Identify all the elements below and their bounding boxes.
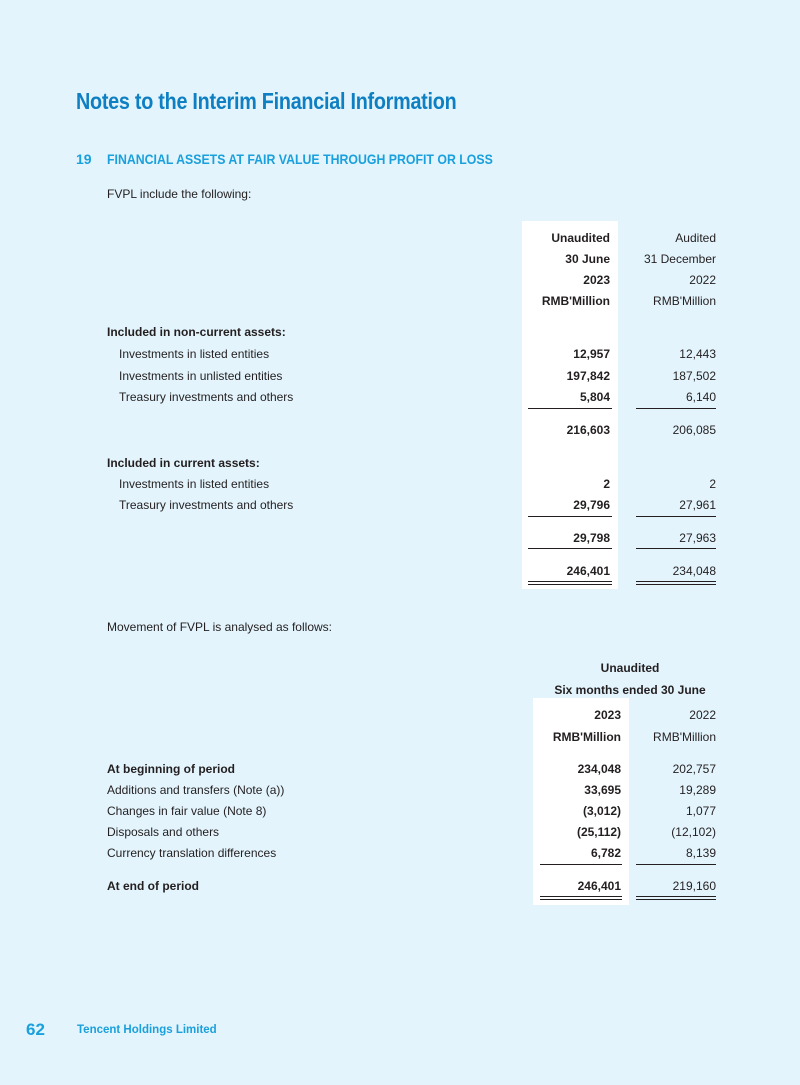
double-rule (636, 584, 716, 585)
subtotal-rule (528, 408, 612, 409)
double-rule (636, 899, 716, 900)
subtotal-rule (636, 516, 716, 517)
table-row-value-2022: 19,289 (679, 783, 716, 797)
table-row-value-2023: 5,804 (579, 390, 610, 404)
table-row-label: Investments in listed entities (119, 347, 270, 361)
subtotal-rule (528, 516, 612, 517)
table-row-value-2022: 12,443 (679, 347, 716, 361)
table-row-label: Investments in listed entities (119, 477, 270, 491)
table-row-value-2023: 12,957 (573, 347, 610, 361)
table2-header-sub: Six months ended 30 June (554, 683, 706, 697)
table-row-value-2022: (12,102) (671, 825, 716, 839)
table-row-value-2022: 187,502 (672, 369, 716, 383)
grand-total-2023: 246,401 (566, 564, 610, 578)
beginning-label: At beginning of period (107, 762, 235, 776)
double-rule (636, 896, 716, 897)
end-label: At end of period (107, 879, 199, 893)
table-row-value-2022: 6,140 (685, 390, 716, 404)
table-row-label: Investments in unlisted entities (119, 369, 283, 383)
table1-intro: FVPL include the following: (107, 187, 252, 201)
table1-header-col2-line4: RMB'Million (653, 294, 716, 308)
current-heading: Included in current assets: (107, 456, 260, 470)
table-row-label: Treasury investments and others (119, 390, 294, 404)
table-row-value-2023: 6,782 (590, 846, 621, 860)
table-row-value-2023: 197,842 (566, 369, 610, 383)
table-row-label: Treasury investments and others (119, 498, 294, 512)
table1-header-col1-line3: 2023 (583, 273, 610, 287)
table2-intro: Movement of FVPL is analysed as follows: (107, 620, 332, 634)
table2-header-col1-line2: RMB'Million (552, 730, 621, 744)
table2-header-col1-line1: 2023 (594, 708, 621, 722)
double-rule (528, 581, 612, 582)
company-name: Tencent Holdings Limited (77, 1024, 217, 1036)
table-row-value-2022: 1,077 (685, 804, 716, 818)
end-value-2023: 246,401 (577, 879, 621, 893)
non-current-total-2022: 206,085 (672, 423, 716, 437)
table1-header-col2-line3: 2022 (689, 273, 716, 287)
table1-header-col2-line1: Audited (675, 231, 716, 245)
table-row-value-2023: 29,796 (573, 498, 610, 512)
table1-header-col2-line2: 31 December (643, 252, 716, 266)
table2-header-col2-line2: RMB'Million (653, 730, 716, 744)
table1-header-col1-line4: RMB'Million (541, 294, 610, 308)
page-title: Notes to the Interim Financial Information (76, 88, 457, 114)
double-rule (636, 581, 716, 582)
table-row-label: Additions and transfers (Note (a)) (107, 783, 285, 797)
non-current-heading: Included in non-current assets: (107, 325, 286, 339)
subtotal-rule (528, 548, 612, 549)
current-total-2022: 27,963 (679, 531, 716, 545)
table2-header-top: Unaudited (600, 661, 660, 675)
table-row-value-2023: 2 (603, 477, 610, 491)
end-value-2022: 219,160 (672, 879, 716, 893)
table-row-value-2022: 27,961 (679, 498, 716, 512)
subtotal-rule (636, 548, 716, 549)
grand-total-2022: 234,048 (672, 564, 716, 578)
current-total-2023: 29,798 (573, 531, 610, 545)
table-row-label: Disposals and others (107, 825, 220, 839)
subtotal-rule (540, 864, 622, 865)
subtotal-rule (636, 408, 716, 409)
page-number: 62 (26, 1020, 45, 1039)
beginning-value-2022: 202,757 (672, 762, 716, 776)
beginning-value-2023: 234,048 (577, 762, 621, 776)
table-row-value-2022: 2 (709, 477, 716, 491)
double-rule (528, 584, 612, 585)
section-title: FINANCIAL ASSETS AT FAIR VALUE THROUGH PROFIT OR LOSS (107, 151, 493, 167)
double-rule (540, 899, 622, 900)
table1-header-col1-line1: Unaudited (551, 231, 610, 245)
table2-header-col2-line1: 2022 (689, 708, 716, 722)
non-current-total-2023: 216,603 (566, 423, 610, 437)
table1-header-col1-line2: 30 June (565, 252, 610, 266)
table-row-value-2023: (3,012) (582, 804, 621, 818)
section-number: 19 (76, 151, 92, 167)
table-row-value-2023: 33,695 (584, 783, 621, 797)
double-rule (540, 896, 622, 897)
table-row-value-2022: 8,139 (685, 846, 716, 860)
table-row-value-2023: (25,112) (576, 825, 621, 839)
table-row-label: Currency translation differences (107, 846, 277, 860)
table-row-label: Changes in fair value (Note 8) (107, 804, 267, 818)
subtotal-rule (636, 864, 716, 865)
